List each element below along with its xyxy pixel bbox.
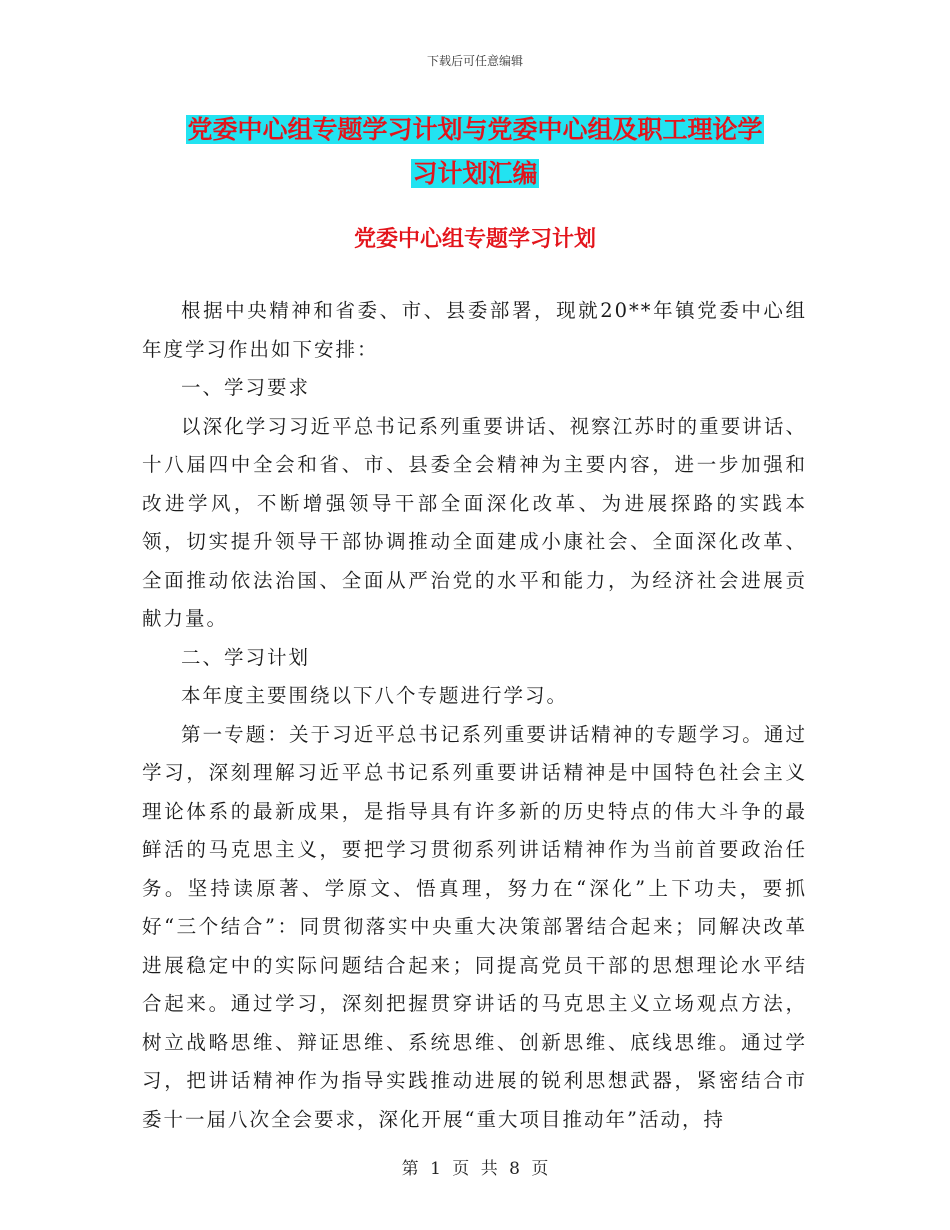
paragraph-requirements: 以深化学习习近平总书记系列重要讲话、视察江苏时的重要讲话、十八届四中全会和省、市、县委全会精神为主要内容，进一步加强和改进学风，不断增强领导干部全面深化改革、为进展探路的实践本领，切实提升领导干部协调推动全面建成小康社会、全面深化改革、全面推动依法治国、全面从严治党的水平和能力，为经济社会进展贡献力量。 <box>142 414 807 630</box>
document-body <box>142 292 807 1139</box>
document-title-line-2: 习计划汇编 <box>412 159 538 188</box>
paragraph-intro: 根据中央精神和省委、市、县委部署，现就20**年镇党委中心组年度学习作出如下安排： <box>142 299 807 361</box>
heading-plan: 二、学习计划 <box>181 645 311 669</box>
page-header-note: 下载后可任意编辑 <box>426 54 523 68</box>
paragraph-topic-one: 第一专题：关于习近平总书记系列重要讲话精神的专题学习。通过学习，深刻理解习近平总书记系列重要讲话精神是中国特色社会主义理论体系的最新成果，是指导具有许多新的历史特点的伟大斗争的最鲜活的马克思主义，要把学习贯彻系列讲话精神作为当前首要政治任务。坚持读原著、学原文、悟真理，努力在“深化”上下功夫，要抓好“三个结合”：同贯彻落实中央重大决策部署结合起来；同解决改革进展稳定中的实际问题结合起来；同提高党员干部的思想理论水平结合起来。通过学习，深刻把握贯穿讲话的马克思主义立场观点方法，树立战略思维、辩证思维、系统思维、创新思维、底线思维。通过学习，把讲话精神作为指导实践推动进展的锐利思想武器，紧密结合市委十一届八次全会要求，深化开展“重大项目推动年”活动，持 <box>142 722 807 1131</box>
heading-requirements: 一、学习要求 <box>181 376 311 399</box>
section-title: 党委中心组专题学习计划 <box>353 227 596 252</box>
paragraph-plan-intro: 本年度主要围绕以下八个专题进行学习。 <box>181 684 569 707</box>
document-title-line-1: 党委中心组专题学习计划与党委中心组及职工理论学 <box>187 115 763 144</box>
page-number: 第 1 页 共 8 页 <box>401 1159 549 1179</box>
document-title <box>140 108 810 196</box>
